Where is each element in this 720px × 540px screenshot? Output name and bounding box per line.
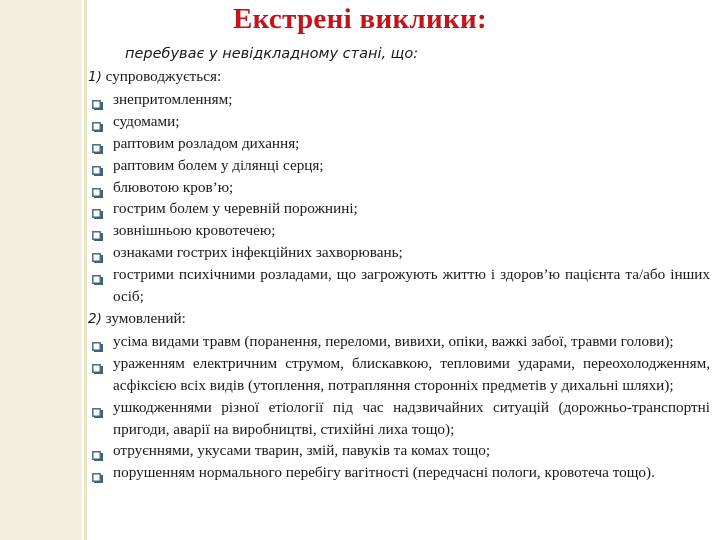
section-number: 1) — [88, 69, 102, 85]
list-item: блювотою кров’ю; — [88, 177, 710, 199]
list-item: усіма видами травм (поранення, переломи, вивихи, опіки, важкі забої, травми голови); — [88, 331, 710, 353]
section-list-1 — [88, 89, 710, 308]
list-item: ушкодженнями різної етіології під час надзвичайних ситуацій (дорожньо-транспортні пригоди, аварії на виробництві, стихійні лиха тощо); — [88, 397, 710, 441]
list-item: гострими психічними розладами, що загрожують життю і здоров’ю пацієнта та/або інших осіб; — [88, 264, 710, 308]
list-item: отруєннями, укусами тварин, змій, павуків та комах тощо; — [88, 440, 710, 462]
slide-title: Екстрені виклики: — [232, 3, 488, 35]
slide-subtitle: перебуває у невідкладному стані, що: — [125, 46, 419, 62]
hollow-square-bullet-icon — [92, 183, 103, 193]
section-heading-1 — [88, 66, 710, 89]
hollow-square-bullet-icon — [92, 226, 103, 236]
section-label: супроводжується: — [101, 68, 222, 85]
hollow-square-bullet-icon — [92, 248, 103, 258]
list-item: гострим болем у черевній порожнині; — [88, 198, 710, 220]
list-item: зовнішньою кровотечею; — [88, 220, 710, 242]
slide-body — [88, 66, 710, 484]
list-item: знепритомленням; — [88, 89, 710, 111]
list-item: раптовим болем у ділянці серця; — [88, 155, 710, 177]
hollow-square-bullet-icon — [92, 270, 103, 280]
list-item: порушенням нормального перебігу вагітності (передчасні пологи, кровотеча тощо). — [88, 462, 710, 484]
section-label: зумовлений: — [101, 309, 186, 327]
section-number: 2) — [88, 310, 102, 327]
hollow-square-bullet-icon — [92, 117, 103, 127]
list-item: раптовим розладом дихання; — [88, 133, 710, 155]
hollow-square-bullet-icon — [92, 359, 103, 369]
list-item: ознаками гострих інфекційних захворювань; — [88, 242, 710, 264]
section-heading-2 — [88, 308, 710, 331]
hollow-square-bullet-icon — [92, 446, 103, 456]
section-list-2 — [88, 331, 710, 484]
hollow-square-bullet-icon — [92, 204, 103, 214]
list-item: ураженням електричним струмом, блискавкою, тепловими ударами, переохолодженням, асфіксією всіх видів (утоплення, потрапляння сторонніх предметів у дихальні шляхи); — [88, 353, 710, 397]
hollow-square-bullet-icon — [92, 161, 103, 171]
hollow-square-bullet-icon — [92, 337, 103, 347]
hollow-square-bullet-icon — [92, 468, 103, 478]
hollow-square-bullet-icon — [92, 139, 103, 149]
hollow-square-bullet-icon — [92, 403, 103, 413]
hollow-square-bullet-icon — [92, 95, 103, 105]
list-item: судомами; — [88, 111, 710, 133]
